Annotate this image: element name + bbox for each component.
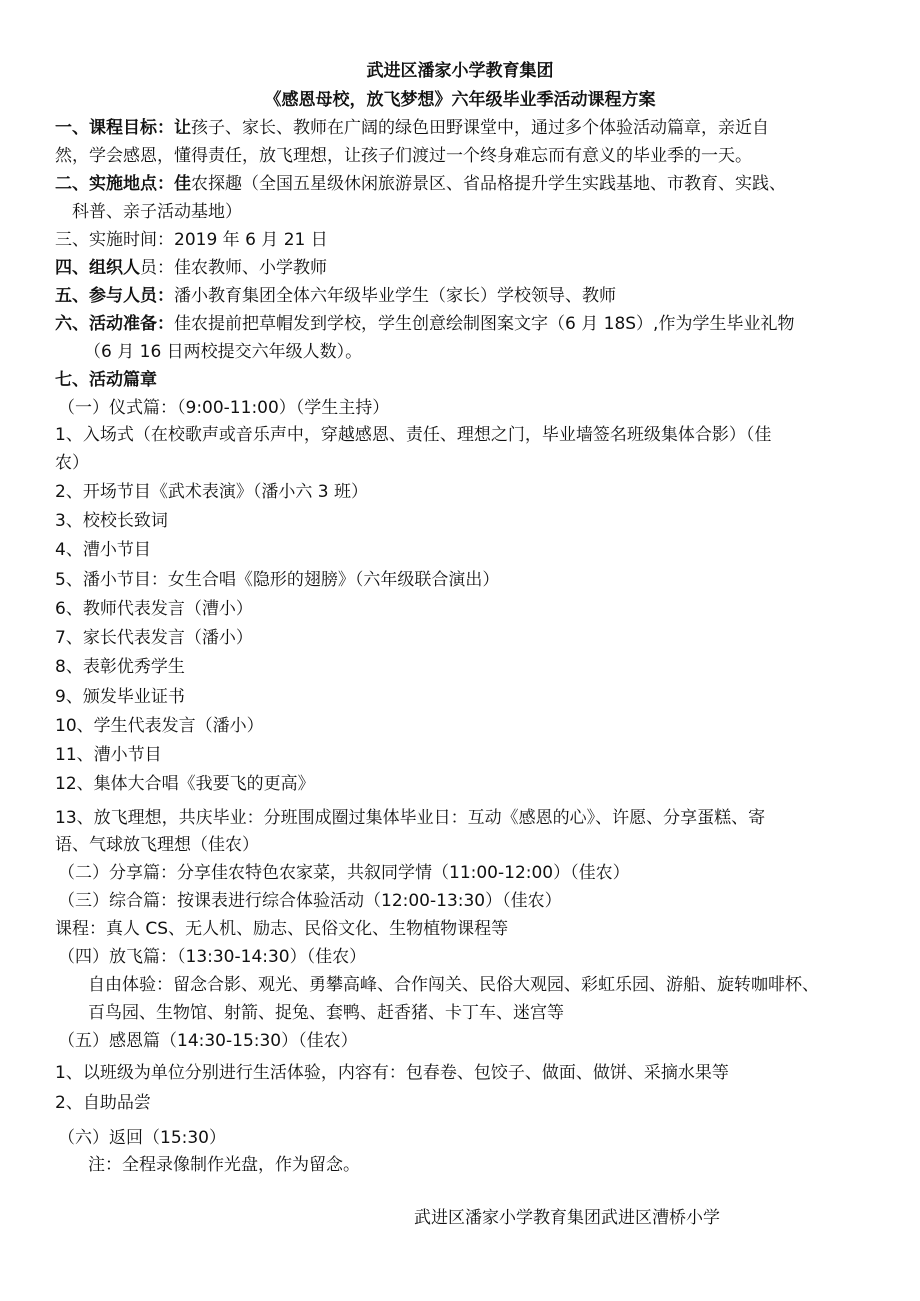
organizer-label: 四、组织人: [55, 258, 140, 278]
gratitude-heading: （五）感恩篇（14:30-15:30）（佳农）: [58, 1031, 358, 1051]
ceremony-item: 4、漕小节目: [55, 540, 151, 560]
time-label: 三、实施时间：: [55, 230, 174, 250]
ceremony-item: 12、集体大合唱《我要飞的更高》: [55, 774, 315, 794]
ceremony-item: 6、教师代表发言（漕小）: [55, 599, 253, 619]
ceremony-item: 2、开场节目《武术表演》（潘小六 3 班）: [55, 482, 368, 502]
location-lead: 佳: [174, 174, 191, 194]
time-line: [55, 229, 328, 251]
prep-label: 六、活动准备：: [55, 314, 174, 334]
ceremony-item: 9、颁发毕业证书: [55, 687, 185, 707]
comprehensive-heading: （三）综合篇：按课表进行综合体验活动（12:00-13:30）（佳农）: [58, 891, 562, 911]
doc-title-line1: 武进区潘家小学教育集团: [366, 61, 554, 81]
ceremony-item: 10、学生代表发言（潘小）: [55, 716, 264, 736]
gratitude-item2: 2、自助品尝: [55, 1093, 151, 1113]
goal-line2: 然，学会感恩，懂得责任，放飞理想，让孩子们渡过一个终身难忘而有意义的毕业季的一天。: [55, 146, 752, 166]
ceremony-item1-b: 农）: [55, 453, 89, 473]
ceremony-heading: （一）仪式篇：（9:00-11:00）（学生主持）: [58, 398, 390, 418]
ceremony-item: 8、表彰优秀学生: [55, 657, 185, 677]
location-line1: [55, 173, 786, 195]
participants-label: 五、参与人员：: [55, 286, 174, 306]
ceremony-item13-b: 语、气球放飞理想（佳农）: [55, 835, 259, 855]
share-heading: （二）分享篇：分享佳农特色农家菜，共叙同学情（11:00-12:00）（佳农）: [58, 863, 630, 883]
location-label: 二、实施地点：: [55, 174, 174, 194]
return-note: 注：全程录像制作光盘，作为留念。: [88, 1155, 360, 1175]
chapters-heading: 七、活动篇章: [55, 370, 157, 390]
prep-text-1: 佳农提前把草帽发到学校，学生创意绘制图案文字（6 月 18S）,作为学生毕业礼物: [174, 314, 795, 334]
organizer-text: 员：佳农教师、小学教师: [140, 258, 327, 278]
location-line2: 科普、亲子活动基地）: [72, 202, 242, 222]
goal-line1: [55, 117, 769, 139]
participants-text: 潘小教育集团全体六年级毕业学生（家长）学校领导、教师: [174, 286, 616, 306]
ceremony-item: 7、家长代表发言（潘小）: [55, 628, 253, 648]
goal-text-1: 孩子、家长、教师在广阔的绿色田野课堂中，通过多个体验活动篇章，亲近自: [191, 118, 769, 138]
goal-lead: 让: [174, 118, 191, 138]
organizer-line: [55, 257, 327, 279]
signature: 武进区潘家小学教育集团武进区漕桥小学: [414, 1208, 720, 1228]
ceremony-item13-a: 13、放飞理想，共庆毕业：分班围成圈过集体毕业日：互动《感恩的心》、许愿、分享蛋糕、寄: [55, 808, 766, 828]
ceremony-item: 11、漕小节目: [55, 745, 162, 765]
ceremony-item: 5、潘小节目：女生合唱《隐形的翅膀》（六年级联合演出）: [55, 570, 500, 590]
location-text-1: 农探趣（全国五星级休闲旅游景区、省品格提升学生实践基地、市教育、实践、: [191, 174, 786, 194]
comprehensive-courses: 课程：真人 CS、无人机、励志、民俗文化、生物植物课程等: [55, 919, 509, 939]
gratitude-item1: 1、以班级为单位分别进行生活体验，内容有：包春卷、包饺子、做面、做饼、采摘水果等: [55, 1063, 729, 1083]
participants-line: [55, 285, 616, 307]
prep-line2: （6 月 16 日两校提交六年级人数）。: [84, 342, 363, 362]
flying-heading: （四）放飞篇：（13:30-14:30）（佳农）: [58, 947, 367, 967]
flying-text-2: 百鸟园、生物馆、射箭、捉兔、套鸭、赶香猪、卡丁车、迷宫等: [88, 1003, 564, 1023]
flying-text-1: 自由体验：留念合影、观光、勇攀高峰、合作闯关、民俗大观园、彩虹乐园、游船、旋转咖啡杯、: [88, 975, 819, 995]
return-heading: （六）返回（15:30）: [58, 1128, 226, 1148]
ceremony-item: 3、校校长致词: [55, 511, 168, 531]
doc-title-line2: 《感恩母校，放飞梦想》六年级毕业季活动课程方案: [264, 90, 656, 110]
goal-label: 一、课程目标：: [55, 118, 174, 138]
prep-line1: [55, 313, 794, 335]
ceremony-item1-a: 1、入场式（在校歌声或音乐声中，穿越感恩、责任、理想之门，毕业墙签名班级集体合影）（佳: [55, 425, 772, 445]
time-text: 2019 年 6 月 21 日: [174, 230, 328, 250]
